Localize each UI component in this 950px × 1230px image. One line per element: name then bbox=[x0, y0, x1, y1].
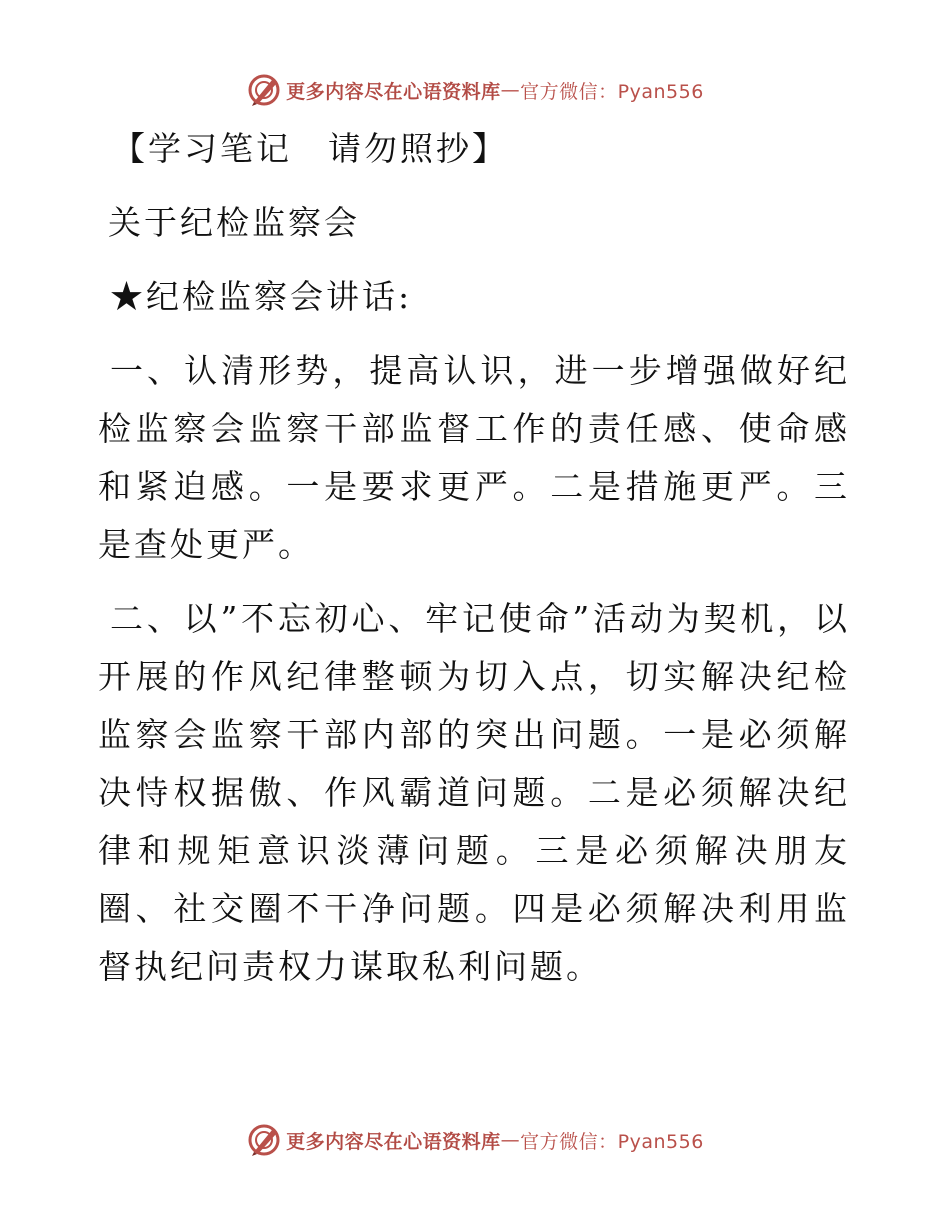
watermark-main-text: 更多内容尽在心语资料库 bbox=[286, 1130, 501, 1153]
watermark-separator: — bbox=[500, 1129, 521, 1151]
note-title: 【学习笔记 请勿照抄】 bbox=[112, 129, 508, 168]
header-watermark bbox=[0, 70, 950, 110]
footer-watermark bbox=[0, 1120, 950, 1160]
pen-logo-icon bbox=[246, 72, 282, 108]
paragraph-1: 一、认清形势，提高认识，进一步增强做好纪检监察会监察干部监督工作的责任感、使命感和紧迫感。一是要求更严。二是措施更严。三是查处更严。 bbox=[98, 351, 850, 564]
watermark-wechat-text: 官方微信：Pyan556 bbox=[520, 80, 704, 103]
watermark-main-text: 更多内容尽在心语资料库 bbox=[286, 80, 501, 103]
section-heading: ★纪检监察会讲话: bbox=[110, 277, 413, 316]
watermark-wechat-text: 官方微信：Pyan556 bbox=[520, 1130, 704, 1153]
paragraph-2: 二、以”不忘初心、牢记使命”活动为契机，以开展的作风纪律整顿为切入点，切实解决纪检监察会监察干部内部的突出问题。一是必须解决恃权据傲、作风霸道问题。二是必须解决纪律和规矩意识淡薄问题。三是必须解决朋友圈、社交圈不干净问题。四是必须解决利用监督执纪问责权力谋取私利问题。 bbox=[98, 599, 850, 986]
document-title: 关于纪检监察会 bbox=[108, 203, 360, 242]
watermark-separator: — bbox=[500, 79, 521, 101]
document-body bbox=[98, 120, 858, 1012]
pen-logo-icon bbox=[246, 1122, 282, 1158]
